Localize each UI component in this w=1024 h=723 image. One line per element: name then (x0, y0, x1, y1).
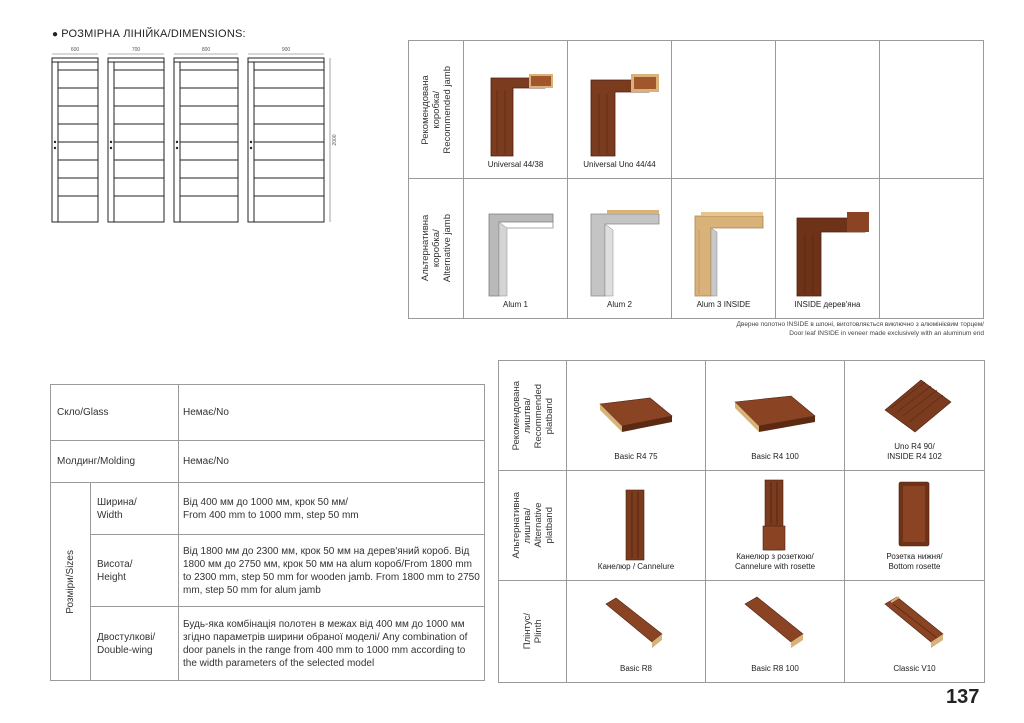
inside-note-line-1: Дверне полотно INSIDE в шпоні, виготовляється виключно з алюмінієвим торцем/ (736, 321, 984, 328)
jamb-cell (464, 41, 568, 179)
aluminum-jamb-profile-icon (473, 208, 559, 300)
cannelure-platband-icon (586, 486, 686, 562)
classic-plinth-icon (865, 594, 965, 664)
platband-cell (706, 471, 845, 581)
plinth-cell (706, 581, 845, 683)
plinth-caption: Basic R8 (619, 664, 652, 673)
plinth-label: Плінтус/ Plinth (521, 613, 544, 650)
width-label-900: 900 (281, 47, 291, 53)
width-label: Ширина/ Width (91, 483, 179, 535)
plinth-caption: Classic V10 (893, 664, 936, 673)
jamb-caption: Alum 3 INSIDE (696, 300, 751, 309)
door-drawing-900 (248, 58, 330, 222)
platband-caption: Basic R4 75 (614, 452, 658, 461)
platband-caption: Uno R4 90/ INSIDE R4 102 (887, 442, 942, 461)
platband-cell (845, 361, 985, 471)
spec-row-height (51, 535, 485, 607)
jamb-cell (568, 179, 672, 319)
double-wing-value: Будь-яка комбінація полотен в межах від 400 мм до 1000 мм згідно параметрів ширини обраної моделі/ Any combination of door panels in the range from 400 mm to 1000 mm according to the width parameters of the selected model (179, 607, 485, 681)
width-value: Від 400 мм до 1000 мм, крок 50 мм/ From 400 mm to 1000 mm, step 50 mm (179, 483, 485, 535)
plinth-cell (567, 581, 706, 683)
dimensions-title-text: РОЗМІРНА ЛІНІЙКА/DIMENSIONS: (61, 28, 246, 40)
flat-platband-icon (725, 382, 825, 452)
platband-row-label (499, 471, 567, 581)
platband-cell (845, 471, 985, 581)
bottom-rosette-icon (865, 476, 965, 552)
jamb-row-label (409, 41, 464, 179)
jamb-row-alternative (409, 179, 984, 319)
spec-row-molding (51, 441, 485, 483)
sizes-label: Розміри/Sizes (65, 549, 76, 614)
alternative-jamb-label: Альтернативна коробка/ Alternative jamb (419, 214, 453, 283)
plinth-icon (586, 594, 686, 664)
jamb-table (408, 40, 984, 319)
molding-value: Немає/No (179, 441, 485, 483)
jamb-cell-empty (880, 179, 984, 319)
platband-cell (567, 361, 706, 471)
door-drawing-600 (52, 58, 98, 222)
jamb-caption: INSIDE дерев'яна (794, 300, 861, 309)
jamb-caption: Universal 44/38 (487, 160, 544, 169)
jamb-cell (672, 179, 776, 319)
plinth-caption: Basic R8 100 (751, 664, 799, 673)
grooved-platband-icon (865, 372, 965, 442)
width-label-600: 600 (70, 47, 80, 53)
page-number: 137 (946, 686, 980, 708)
jamb-caption: Alum 1 (503, 300, 528, 309)
jamb-cell-empty (776, 41, 880, 179)
width-label-800: 800 (201, 47, 211, 53)
sizes-label-cell (51, 483, 91, 681)
double-wing-label: Двостулкові/ Double-wing (91, 607, 179, 681)
jamb-cell-empty (672, 41, 776, 179)
platband-caption: Basic R4 100 (751, 452, 799, 461)
plinth-cell (845, 581, 985, 683)
platband-cell (567, 471, 706, 581)
inside-note-line-2: Door leaf INSIDE in veneer made exclusively with an aluminum end (789, 330, 984, 337)
door-drawing-800 (174, 58, 238, 222)
jamb-row-recommended (409, 41, 984, 179)
plinth-row-label (499, 581, 567, 683)
inside-note (737, 320, 984, 338)
platband-caption: Канелюр / Cannelure (597, 562, 675, 571)
jamb-row-label (409, 179, 464, 319)
plinth-row (499, 581, 985, 683)
jamb-caption: Universal Uno 44/44 (583, 160, 656, 169)
spec-row-glass (51, 385, 485, 441)
recommended-platband-label: Рекомендована лиштва/ Recommended platband (510, 380, 555, 451)
cannelure-rosette-platband-icon (725, 476, 825, 552)
jamb-cell (464, 179, 568, 319)
platband-row-alternative (499, 471, 985, 581)
dimensions-title (52, 28, 246, 40)
platband-cell (706, 361, 845, 471)
glass-value: Немає/No (179, 385, 485, 441)
walnut-jamb-profile-icon (785, 208, 871, 300)
glass-label: Скло/Glass (51, 385, 179, 441)
jamb-cell-empty (880, 41, 984, 179)
platband-caption: Канелюр з розеткою/ Cannelure with rosette (734, 552, 816, 571)
specifications-table (50, 384, 485, 681)
bullet-icon: ● (52, 29, 59, 40)
spec-row-double-wing (51, 607, 485, 681)
aluminum-wood-jamb-profile-icon (681, 208, 767, 300)
jamb-cell (776, 179, 880, 319)
spec-row-width (51, 483, 485, 535)
molding-label: Молдинг/Molding (51, 441, 179, 483)
alternative-platband-label: Альтернативна лиштва/ Alternative platband (510, 492, 555, 559)
height-label-2000: 2000 (332, 134, 338, 146)
walnut-jamb-profile-icon (577, 70, 663, 160)
plinth-icon (725, 594, 825, 664)
walnut-jamb-profile-icon (473, 70, 559, 160)
width-label-700: 700 (131, 47, 141, 53)
height-label: Висота/ Height (91, 535, 179, 607)
platband-caption: Розетка нижня/ Bottom rosette (886, 552, 943, 571)
platband-table (498, 360, 985, 683)
aluminum-jamb-profile-icon (577, 208, 663, 300)
platband-row-recommended (499, 361, 985, 471)
platband-row-label (499, 361, 567, 471)
height-value: Від 1800 мм до 2300 мм, крок 50 мм на дерев'яний короб. Від 1800 мм до 2750 мм, крок 50 мм на alum короб/From 1800 mm to 2300 mm, step 50 mm for wooden jamb. From 1800 mm to 2750 mm, step 50 mm for alum jamb (179, 535, 485, 607)
jamb-caption: Alum 2 (607, 300, 632, 309)
recommended-jamb-label: Рекомендована коробка/ Recommended jamb (419, 65, 453, 154)
flat-platband-icon (586, 382, 686, 452)
jamb-cell (568, 41, 672, 179)
door-drawing-700 (108, 58, 164, 222)
door-dimension-drawing (44, 40, 344, 230)
